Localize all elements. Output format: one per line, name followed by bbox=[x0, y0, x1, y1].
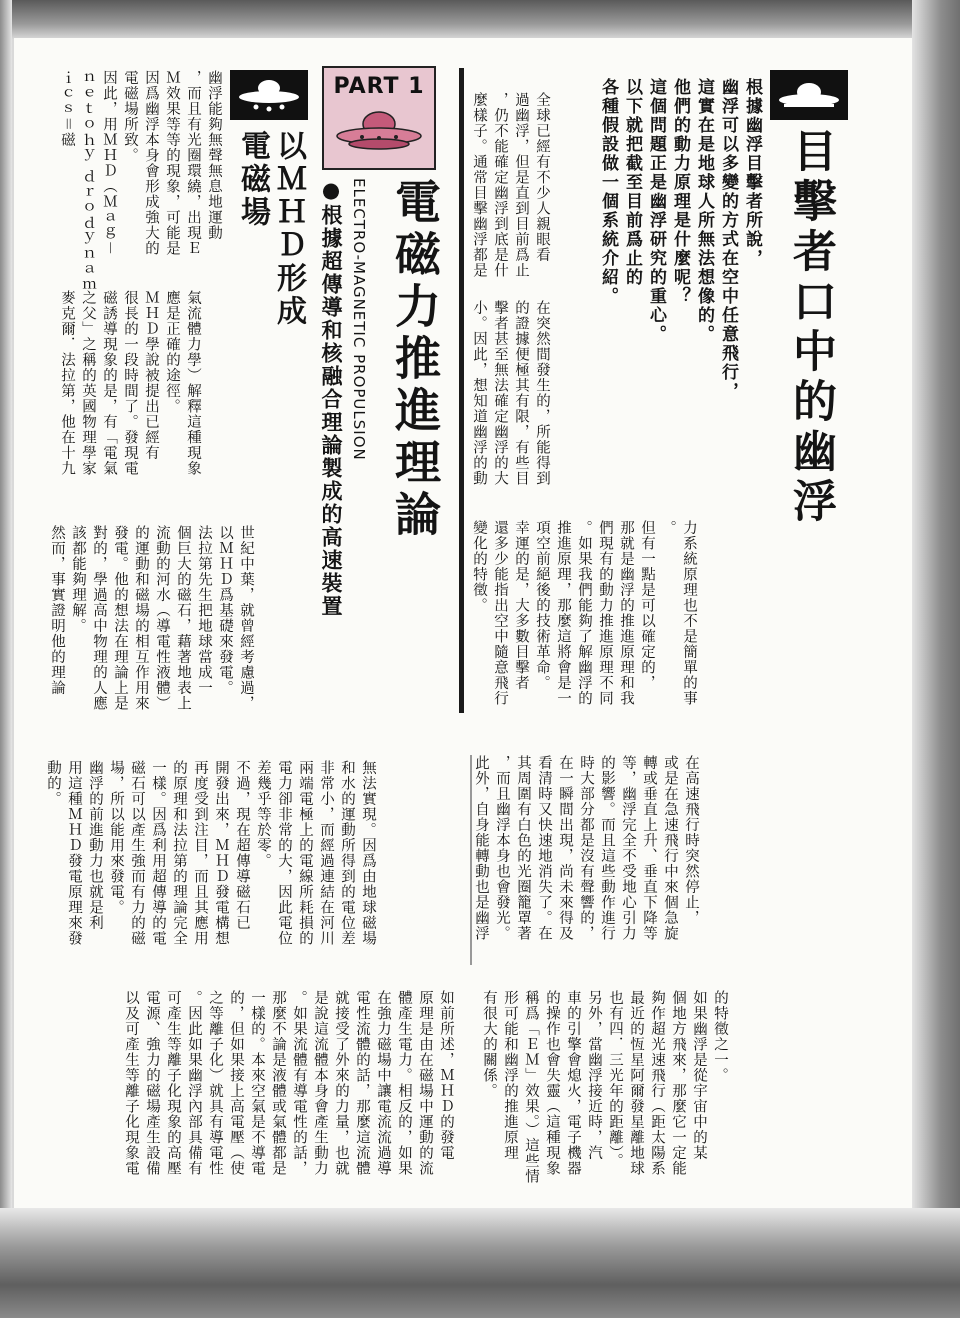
scan-shadow-top bbox=[0, 0, 960, 40]
text-line: 幽浮能夠無聲無息地運動 bbox=[206, 70, 222, 241]
text-line: 其周圍有白色的光圈籠罩著 bbox=[515, 755, 531, 941]
text-line: 用這種ＭＨＤ發電原理來發 bbox=[66, 760, 82, 946]
intro-line: 以下就把截至目前爲止的 bbox=[622, 78, 642, 287]
part-title: 電磁力推進理論 bbox=[388, 178, 442, 542]
intro-line: 他們的動力原理是什麼呢？ bbox=[670, 78, 690, 306]
text-line: 電磁場所致。 bbox=[122, 70, 138, 163]
body-text-block bbox=[120, 990, 456, 1215]
text-line: ｎｅｔｏｈｙ ｄｒｏｄｙｎａｍｉｃｓ＝磁 bbox=[59, 70, 96, 293]
part-subtitle: ●根據超傳導和核融合理論製成的高速裝置 bbox=[319, 178, 343, 618]
text-line: 那麼不論是液體或氣體都是 bbox=[270, 990, 286, 1176]
text-line: 和水的運動所得到的電位差 bbox=[339, 760, 355, 946]
text-line: 法拉第先生把地球當成一 bbox=[196, 525, 212, 696]
text-line: 磁誘導現象的是，有「電氣 bbox=[101, 290, 117, 476]
text-line: 原理是由在磁場中運動的流 bbox=[417, 990, 433, 1176]
text-line: 的運動和磁場的相互作用來 bbox=[133, 525, 149, 711]
text-line: 夠作超光速飛行（距太陽系 bbox=[649, 990, 665, 1176]
text-line: 全球已經有不少人親眼看 bbox=[534, 92, 550, 263]
text-line: 。如果我們能夠了解幽浮的 bbox=[576, 520, 592, 706]
text-line: 項空前絕後的技術革命。 bbox=[534, 520, 550, 691]
text-line: 也有四．三光年的距離）。 bbox=[607, 990, 623, 1169]
text-line: 的操作也會失靈（這種現象 bbox=[544, 990, 560, 1176]
text-line: 非常小，而經過連結在河川 bbox=[318, 760, 334, 946]
text-line: 幽浮的前進動力也就是利 bbox=[87, 760, 103, 931]
text-line: 推進原理，那麼這將會是一 bbox=[555, 520, 571, 706]
intro-line: 幽浮可以多變的方式在空中任意飛行， bbox=[718, 78, 738, 401]
text-line: 差幾乎等於零。 bbox=[255, 760, 271, 869]
section-heading-line: 電磁場 bbox=[235, 130, 270, 229]
text-line: 但有一點是可以確定的， bbox=[639, 520, 655, 691]
text-line: 因此，用ＭＨＤ（Ｍａｇ－ bbox=[101, 70, 117, 256]
text-line: 的影響。而且這些動作進行 bbox=[599, 755, 615, 941]
text-line: 另外，當幽浮接近時，汽 bbox=[586, 990, 602, 1161]
text-line: 們現有的動力推進原理不同 bbox=[597, 520, 613, 706]
text-line: 最近的恆星阿爾發星離地球 bbox=[628, 990, 644, 1176]
text-line: 應是正確的途徑。 bbox=[164, 290, 180, 414]
text-line: 如前所述，ＭＨＤ的發電 bbox=[438, 990, 454, 1161]
text-line: 幸運的是，大多數目擊者 bbox=[513, 520, 529, 691]
body-text-block bbox=[46, 525, 256, 750]
text-line: 此外，自身能轉動也是幽浮 bbox=[473, 755, 489, 941]
text-line: 那就是幽浮的推進原理和我 bbox=[618, 520, 634, 706]
text-line: 再度受到注目，而且其應用 bbox=[192, 760, 208, 946]
part-badge-label: PART 1 bbox=[333, 74, 425, 99]
text-line: ＭＨＤ學說被提出已經有 bbox=[143, 290, 159, 461]
text-line: 因爲幽浮本身會形成強大的 bbox=[143, 70, 159, 256]
text-line: 個巨大的磁石，藉著地表上 bbox=[175, 525, 191, 711]
text-line: 之父」之稱的英國物理學家 bbox=[80, 290, 96, 476]
text-line: 的特徵之一。 bbox=[712, 990, 728, 1083]
text-line: 稱爲「ＥＭ」效果。）這些情 bbox=[523, 990, 539, 1185]
text-line: 然而，事實證明他的理論 bbox=[49, 525, 65, 696]
text-line: 以ＭＨＤ爲基礎來發電。 bbox=[217, 525, 233, 696]
text-line: 等，幽浮完全不受地心引力 bbox=[620, 755, 636, 941]
text-line: 個地方飛來，那麼它一定能 bbox=[670, 990, 686, 1176]
text-line: 以及可產生等離子化現象電 bbox=[123, 990, 139, 1176]
body-text-block bbox=[468, 300, 552, 500]
text-line: 過幽浮，但是直到目前爲止 bbox=[513, 92, 529, 278]
intro-line: 這實在是地球人所無法想像的。 bbox=[694, 78, 714, 344]
text-line: 力系統原理也不是簡單的事 bbox=[681, 520, 697, 706]
intro-line: 根據幽浮目擊者所說， bbox=[742, 78, 762, 268]
text-line: 在一瞬間出現，尚未來得及 bbox=[557, 755, 573, 941]
text-line: 或是在急速飛行中來個急旋 bbox=[662, 755, 678, 941]
text-line: 開發出來，ＭＨＤ發電構想 bbox=[213, 760, 229, 946]
text-line: 變化的特徵。 bbox=[471, 520, 487, 613]
text-line: 就接受了外來的力量，也就 bbox=[333, 990, 349, 1176]
text-line: 世紀中葉，就曾經考慮過， bbox=[238, 525, 254, 711]
intro-line: 各種假設做一個系統介紹。 bbox=[598, 78, 618, 306]
body-text-block bbox=[56, 290, 203, 515]
text-line: 該都能夠理解。 bbox=[70, 525, 86, 634]
text-line: 氣流體力學）解釋這種現象 bbox=[185, 290, 201, 476]
article-intro bbox=[596, 78, 764, 458]
text-line: 的，但如果接上高電壓（使 bbox=[228, 990, 244, 1176]
text-line: 小。因此，想知道幽浮的動 bbox=[471, 300, 487, 486]
text-line: 發電。他的想法在理論上是 bbox=[112, 525, 128, 711]
text-line: 一樣的。本來空氣是不導電 bbox=[249, 990, 265, 1176]
body-text-block bbox=[468, 520, 699, 740]
text-line: ，而且幽浮本身也會發光。 bbox=[494, 755, 510, 941]
text-line: 轉或垂直上升、垂直下降等 bbox=[641, 755, 657, 941]
text-line: 無法實現。因爲由地球磁場 bbox=[360, 760, 376, 946]
text-line: 如果幽浮是從宇宙中的某 bbox=[691, 990, 707, 1161]
text-line: 。如果流體有導電性的話， bbox=[291, 990, 307, 1176]
text-line: 電性流體的話，那麼這流體 bbox=[354, 990, 370, 1176]
section-heading-line: 以ＭＨＤ形成 bbox=[271, 130, 306, 328]
text-line: 是說這流體本身會產生動力 bbox=[312, 990, 328, 1176]
text-line: 之等離子化）就具有導電性 bbox=[207, 990, 223, 1176]
text-line: 很長的一段時間了。發現電 bbox=[122, 290, 138, 476]
text-line: 在突然間發生的，所能得到 bbox=[534, 300, 550, 486]
text-line: 。因此如果幽浮內部具備有 bbox=[186, 990, 202, 1176]
text-line: 還多少能指出空中隨意飛行 bbox=[492, 520, 508, 706]
text-line: 麥克爾．法拉第，他在十九 bbox=[59, 290, 75, 476]
text-line: 麼樣子。通常目擊幽浮都是 bbox=[471, 92, 487, 278]
body-text-block bbox=[470, 755, 701, 980]
text-line: 車的引擎會熄火，電子機器 bbox=[565, 990, 581, 1176]
text-line: 看清時又快速地消失了。在 bbox=[536, 755, 552, 941]
text-line: 對的，學過高中物理的人應 bbox=[91, 525, 107, 711]
intro-line: 這個問題正是幽浮研究的重心。 bbox=[646, 78, 666, 344]
ufo-icon bbox=[332, 104, 426, 162]
scan-shadow-right bbox=[912, 0, 960, 1318]
ufo-icon bbox=[770, 70, 848, 124]
part-badge bbox=[322, 66, 436, 170]
text-line: 的證據便極其有限，有些目 bbox=[513, 300, 529, 486]
body-text-block bbox=[56, 70, 224, 300]
scan-shadow-left bbox=[0, 0, 12, 1318]
text-line: 電源、強力的磁場產生設備 bbox=[144, 990, 160, 1176]
text-line: 體產生電力。相反的，如果 bbox=[396, 990, 412, 1176]
text-line: 流動的河水（導電性液體） bbox=[154, 525, 170, 711]
text-line: 擊者甚至無法確定幽浮的大 bbox=[492, 300, 508, 486]
body-text-block bbox=[42, 760, 378, 985]
text-line: 一樣。因爲利用超傳導的電 bbox=[150, 760, 166, 946]
text-line: ，而且有光圈環繞，出現Ｅ bbox=[185, 70, 201, 256]
text-line: 。 bbox=[660, 520, 676, 536]
section-heading bbox=[234, 130, 306, 360]
text-line: 場，所以能用來發電。 bbox=[108, 760, 124, 915]
text-line: 兩端電極上的電線所耗損的 bbox=[297, 760, 313, 946]
text-line: 在高速飛行時突然停止， bbox=[683, 755, 699, 926]
text-line: 形可能和幽浮的推進原理 bbox=[502, 990, 518, 1161]
text-line: 可產生等離子化現象的高壓 bbox=[165, 990, 181, 1176]
text-line: 時大部分都是沒有聲響的， bbox=[578, 755, 594, 941]
body-text-block bbox=[478, 990, 730, 1210]
column-divider bbox=[459, 68, 464, 713]
text-line: 的原理和法拉第的理論完全 bbox=[171, 760, 187, 946]
article-title: 目擊者口中的幽浮 bbox=[785, 128, 836, 528]
part-english-title: ELECTRO-MAGNETIC PROPULSION bbox=[350, 178, 368, 461]
text-line: 在強力磁場中讓電流流過導 bbox=[375, 990, 391, 1176]
ufo-icon bbox=[230, 70, 308, 124]
text-line: 動的。 bbox=[45, 760, 61, 807]
text-line: 不過，現在超傳導磁石已 bbox=[234, 760, 250, 931]
scan-shadow-bottom bbox=[0, 1208, 960, 1318]
text-line: Ｍ效果等等的現象，可能是 bbox=[164, 70, 180, 256]
text-line: 磁石可以產生強而有力的磁 bbox=[129, 760, 145, 946]
text-line: 有很大的關係。 bbox=[481, 990, 497, 1099]
text-line: ，仍不能確定幽浮到底是什 bbox=[492, 92, 508, 278]
text-line: 電力卻非常的大，因此電位 bbox=[276, 760, 292, 946]
